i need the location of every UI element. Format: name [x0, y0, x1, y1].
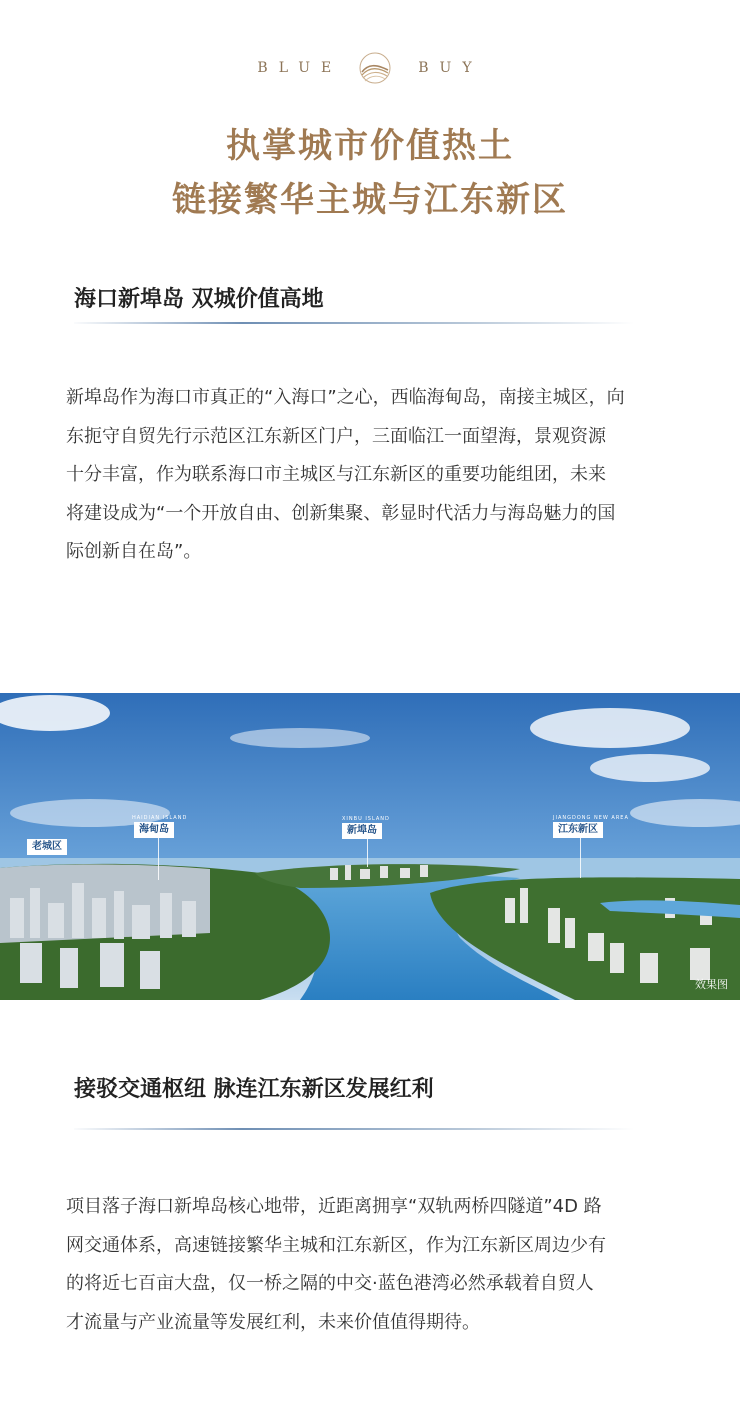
aerial-view-image — [0, 693, 740, 1000]
wave-circle-logo-icon — [354, 50, 396, 86]
location-pin-jiangdong — [580, 838, 581, 878]
section1-heading: 海口新埠岛 双城价值高地 — [74, 287, 324, 312]
section2-heading: 接驳交通枢纽 脉连江东新区发展红利 — [74, 1077, 434, 1102]
brand-left-word: BLUE — [257, 60, 343, 76]
main-title-line-2: 链接繁华主城与江东新区 — [172, 180, 568, 220]
brand-header — [0, 50, 740, 86]
location-label-old-city: 老城区 — [27, 839, 67, 855]
section2-divider — [74, 1128, 634, 1130]
aerial-illustration — [0, 693, 740, 1000]
location-label-haidian: 海甸岛 — [134, 822, 174, 838]
section1-paragraph: 新埠岛作为海口市真正的“入海口”之心，西临海甸岛，南接主城区，向 东扼守自贸先行示范区江东新区门户，三面临江一面望海，景观资源 十分丰富，作为联系海口市主城区与江东新区的重要功能组团，未来 将建设成为“一个开放自由、创新集聚、彰显时代活力与海岛魅力的国 际创新自在岛”。 — [66, 387, 625, 562]
location-sublabel-xinbu: XINBU ISLAND — [342, 816, 390, 822]
main-title-line-1: 执掌城市价值热土 — [226, 126, 514, 166]
location-pin-xinbu — [367, 839, 368, 867]
location-sublabel-haidian: HAIDIAN ISLAND — [132, 815, 188, 821]
rendering-watermark: 效果图 — [695, 978, 728, 991]
section2-paragraph: 项目落子海口新埠岛核心地带，近距离拥享“双轨两桥四隧道”4D 路 网交通体系，高速链接繁华主城和江东新区，作为江东新区周边少有 的将近七百亩大盘，仅一桥之隔的中交·蓝色港湾必然承载着自贸人 才流量与产业流量等发展红利，未来价值值得期待。 — [66, 1196, 606, 1333]
location-pin-haidian — [158, 838, 159, 880]
location-label-jiangdong: 江东新区 — [553, 822, 603, 838]
section1-divider — [74, 322, 634, 324]
brand-right-word: BUY — [418, 60, 483, 76]
location-sublabel-jiangdong: JIANGDONG NEW AREA — [553, 815, 629, 821]
location-label-xinbu: 新埠岛 — [342, 823, 382, 839]
